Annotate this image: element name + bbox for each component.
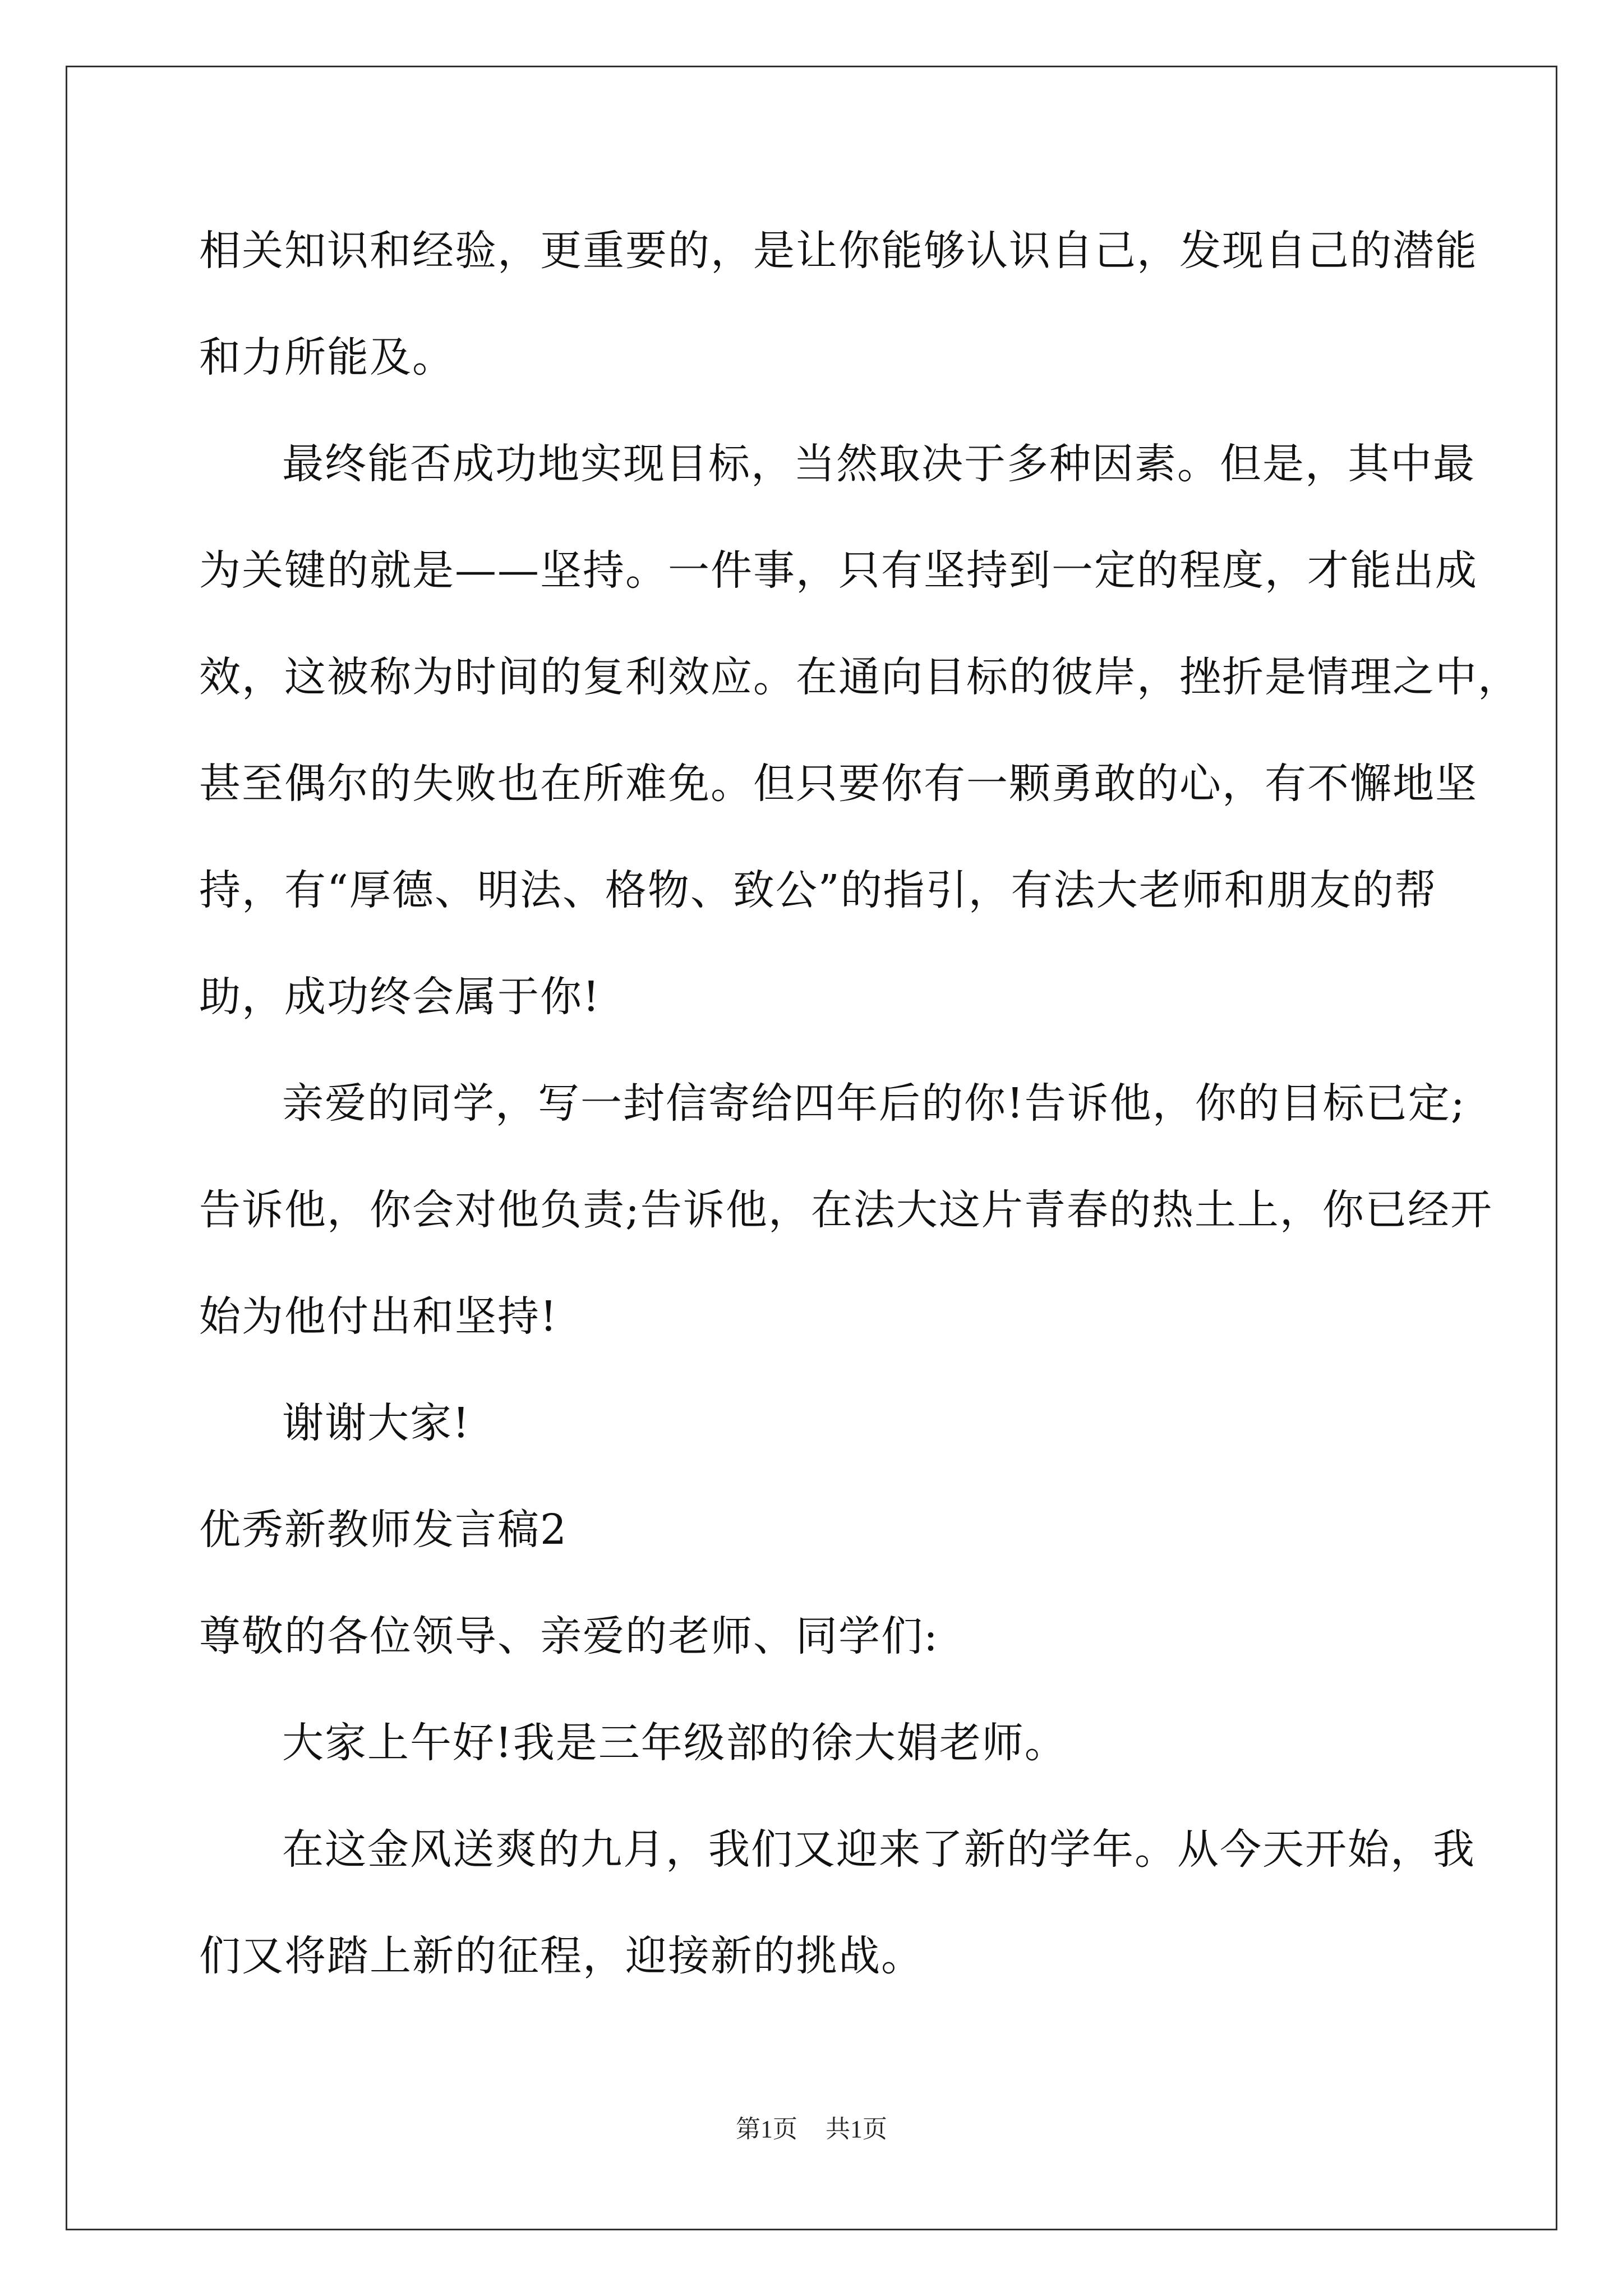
paragraph-line: 和力所能及。 [199,333,455,381]
page-border [66,66,1557,2230]
page-number: 第1页 [736,2115,797,2143]
paragraph-line: 甚至偶尔的失败也在所难免。但只要你有一颗勇敢的心，有不懈地坚 [199,760,1478,808]
closing-line: 谢谢大家! [282,1399,471,1447]
paragraph-line: 始为他付出和坚持! [199,1292,558,1341]
paragraph-line: 助，成功终会属于你! [199,973,601,1021]
paragraph-line: 相关知识和经验，更重要的，是让你能够认识自己，发现自己的潜能 [199,227,1478,275]
paragraph-line: 告诉他，你会对他负责;告诉他，在法大这片青春的热土上，你已经开 [199,1186,1493,1234]
paragraph-line: 亲爱的同学，写一封信寄给四年后的你!告诉他，你的目标已定; [282,1079,1466,1128]
paragraph-line: 效，这被称为时间的复利效应。在通向目标的彼岸，挫折是情理之中， [199,653,1520,701]
paragraph-line: 们又将踏上新的征程，迎接新的挑战。 [199,1932,924,1980]
section-title: 优秀新教师发言稿2 [199,1506,568,1554]
paragraph-line: 最终能否成功地实现目标，当然取决于多种因素。但是，其中最 [282,440,1476,488]
paragraph-line: 在这金风送爽的九月，我们又迎来了新的学年。从今天开始，我 [282,1825,1476,1874]
paragraph-line: 持，有“厚德、明法、格物、致公”的指引，有法大老师和朋友的帮 [199,866,1437,914]
page-total: 共1页 [826,2115,887,2143]
paragraph-line: 为关键的就是——坚持。一件事，只有坚持到一定的程度，才能出成 [199,546,1478,595]
page-footer [0,2113,1623,2146]
salutation: 尊敬的各位领导、亲爱的老师、同学们: [199,1612,939,1660]
paragraph-line: 大家上午好!我是三年级部的徐大娟老师。 [282,1719,1067,1767]
